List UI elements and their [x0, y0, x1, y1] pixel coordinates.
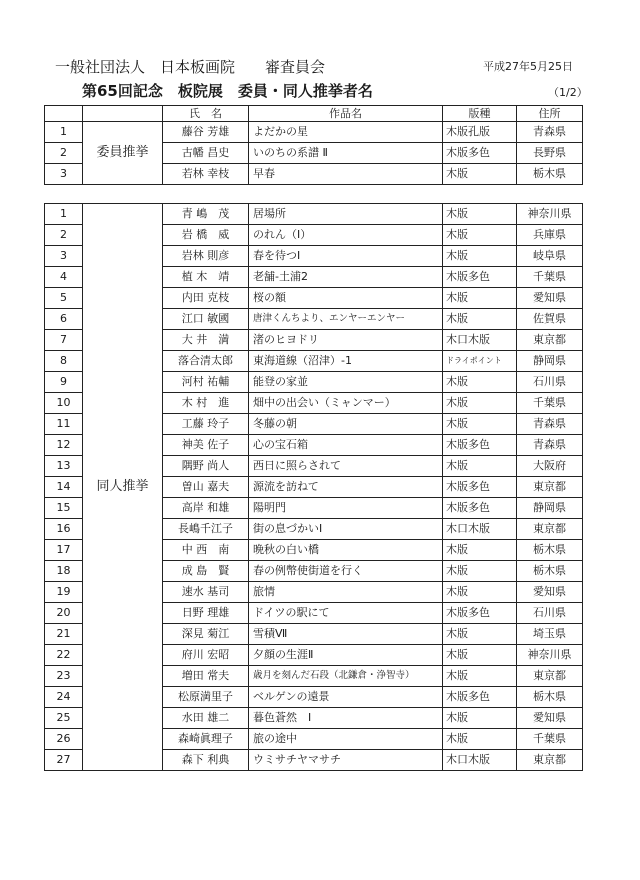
members-table [44, 203, 583, 771]
print-type: 木版 [443, 582, 517, 603]
work-title: ウミサチヤマサチ [249, 750, 443, 771]
work-title: 春を待つⅠ [249, 246, 443, 267]
print-type: 木版 [443, 288, 517, 309]
artist-name: 深見 菊江 [163, 624, 249, 645]
table-row [45, 122, 583, 143]
prefecture: 東京都 [517, 477, 583, 498]
table-row [45, 204, 583, 225]
print-type: 木版多色 [443, 143, 517, 164]
document-date: 平成27年5月25日 [483, 60, 573, 73]
prefecture: 青森県 [517, 122, 583, 143]
print-type: 木版 [443, 414, 517, 435]
artist-name: 木 村 進 [163, 393, 249, 414]
prefecture: 東京都 [517, 666, 583, 687]
row-number: 12 [45, 435, 83, 456]
work-title: 雪積Ⅶ [249, 624, 443, 645]
print-type: 木版孔版 [443, 122, 517, 143]
print-type: 木版 [443, 561, 517, 582]
prefecture: 愛知県 [517, 288, 583, 309]
artist-name: 隅野 尚人 [163, 456, 249, 477]
artist-name: 中 西 南 [163, 540, 249, 561]
artist-name: 速水 基司 [163, 582, 249, 603]
header-address: 住所 [517, 106, 583, 122]
print-type: 木版 [443, 624, 517, 645]
print-type: 木版 [443, 456, 517, 477]
print-type: 木版多色 [443, 435, 517, 456]
work-title: よだかの星 [249, 122, 443, 143]
artist-name: 河村 祐輔 [163, 372, 249, 393]
work-title: 東海道線（沼津）-1 [249, 351, 443, 372]
work-title: 源流を訪ねて [249, 477, 443, 498]
work-title: 唐津くんちより、エンヤーエンヤー [249, 309, 443, 330]
work-title: 春の例幣使街道を行く [249, 561, 443, 582]
print-type: 木版 [443, 309, 517, 330]
artist-name: 水田 雄二 [163, 708, 249, 729]
print-type: ドライポイント [443, 351, 517, 372]
artist-name: 曽山 嘉夫 [163, 477, 249, 498]
artist-name: 成 島 賢 [163, 561, 249, 582]
row-number: 8 [45, 351, 83, 372]
work-title: 暮色蒼然 Ⅰ [249, 708, 443, 729]
artist-name: 青 嶋 茂 [163, 204, 249, 225]
row-number: 18 [45, 561, 83, 582]
work-title: 渚のヒヨドリ [249, 330, 443, 351]
prefecture: 栃木県 [517, 164, 583, 185]
row-number: 23 [45, 666, 83, 687]
print-type: 木版 [443, 645, 517, 666]
category-label: 委員推挙 [83, 122, 163, 185]
artist-name: 増田 常夫 [163, 666, 249, 687]
header-blank-category [83, 106, 163, 122]
artist-name: 江口 敏國 [163, 309, 249, 330]
row-number: 27 [45, 750, 83, 771]
row-number: 15 [45, 498, 83, 519]
artist-name: 森下 利典 [163, 750, 249, 771]
print-type: 木版 [443, 246, 517, 267]
row-number: 25 [45, 708, 83, 729]
artist-name: 植 木 靖 [163, 267, 249, 288]
artist-name: 岩林 則彦 [163, 246, 249, 267]
prefecture: 千葉県 [517, 267, 583, 288]
prefecture: 大阪府 [517, 456, 583, 477]
work-title: 西日に照らされて [249, 456, 443, 477]
prefecture: 青森県 [517, 414, 583, 435]
prefecture: 東京都 [517, 330, 583, 351]
work-title: 居場所 [249, 204, 443, 225]
row-number: 14 [45, 477, 83, 498]
row-number: 19 [45, 582, 83, 603]
row-number: 3 [45, 164, 83, 185]
row-number: 2 [45, 143, 83, 164]
work-title: 早春 [249, 164, 443, 185]
work-title: 桜の額 [249, 288, 443, 309]
prefecture: 長野県 [517, 143, 583, 164]
print-type: 木版 [443, 708, 517, 729]
print-type: 木版 [443, 204, 517, 225]
print-type: 木版多色 [443, 603, 517, 624]
committee-table [44, 105, 583, 185]
prefecture: 愛知県 [517, 582, 583, 603]
prefecture: 静岡県 [517, 498, 583, 519]
print-type: 木口木版 [443, 750, 517, 771]
print-type: 木版 [443, 729, 517, 750]
print-type: 木版多色 [443, 477, 517, 498]
header-work: 作品名 [249, 106, 443, 122]
row-number: 5 [45, 288, 83, 309]
artist-name: 内田 克枝 [163, 288, 249, 309]
artist-name: 古幡 昌史 [163, 143, 249, 164]
work-title: ベルゲンの遠景 [249, 687, 443, 708]
artist-name: 長嶋千江子 [163, 519, 249, 540]
prefecture: 石川県 [517, 372, 583, 393]
row-number: 3 [45, 246, 83, 267]
page-number: （1/2） [548, 86, 588, 99]
prefecture: 埼玉県 [517, 624, 583, 645]
work-title: 畑中の出会い（ミャンマー） [249, 393, 443, 414]
work-title: 旅情 [249, 582, 443, 603]
artist-name: 日野 理雄 [163, 603, 249, 624]
prefecture: 栃木県 [517, 687, 583, 708]
work-title: 老舗-土浦2 [249, 267, 443, 288]
prefecture: 青森県 [517, 435, 583, 456]
prefecture: 千葉県 [517, 729, 583, 750]
row-number: 1 [45, 204, 83, 225]
prefecture: 石川県 [517, 603, 583, 624]
category-label: 同人推挙 [83, 204, 163, 771]
prefecture: 佐賀県 [517, 309, 583, 330]
row-number: 6 [45, 309, 83, 330]
prefecture: 東京都 [517, 519, 583, 540]
artist-name: 高岸 和雄 [163, 498, 249, 519]
row-number: 17 [45, 540, 83, 561]
artist-name: 神美 佐子 [163, 435, 249, 456]
row-number: 22 [45, 645, 83, 666]
work-title: 能登の家並 [249, 372, 443, 393]
artist-name: 藤谷 芳雄 [163, 122, 249, 143]
artist-name: 落合清太郎 [163, 351, 249, 372]
artist-name: 府川 宏昭 [163, 645, 249, 666]
print-type: 木版 [443, 540, 517, 561]
row-number: 24 [45, 687, 83, 708]
organization-name: 一般社団法人 日本板画院 審査員会 [55, 58, 326, 76]
row-number: 4 [45, 267, 83, 288]
row-number: 16 [45, 519, 83, 540]
print-type: 木版 [443, 372, 517, 393]
prefecture: 栃木県 [517, 561, 583, 582]
prefecture: 千葉県 [517, 393, 583, 414]
print-type: 木版多色 [443, 498, 517, 519]
print-type: 木版多色 [443, 687, 517, 708]
prefecture: 兵庫県 [517, 225, 583, 246]
prefecture: 東京都 [517, 750, 583, 771]
row-number: 1 [45, 122, 83, 143]
artist-name: 岩 橋 威 [163, 225, 249, 246]
work-title: ドイツの駅にて [249, 603, 443, 624]
print-type: 木口木版 [443, 519, 517, 540]
prefecture: 愛知県 [517, 708, 583, 729]
table-header-row [45, 106, 583, 122]
prefecture: 静岡県 [517, 351, 583, 372]
print-type: 木版 [443, 393, 517, 414]
work-title: 街の息づかいⅠ [249, 519, 443, 540]
row-number: 11 [45, 414, 83, 435]
artist-name: 若林 幸枝 [163, 164, 249, 185]
header-print-type: 版種 [443, 106, 517, 122]
work-title: いのちの系譜 Ⅱ [249, 143, 443, 164]
row-number: 7 [45, 330, 83, 351]
document-title: 第65回記念 板院展 委員・同人推挙者名 [82, 82, 373, 100]
work-title: 晩秋の白い橋 [249, 540, 443, 561]
work-title: 心の宝石箱 [249, 435, 443, 456]
row-number: 10 [45, 393, 83, 414]
prefecture: 神奈川県 [517, 204, 583, 225]
print-type: 木版 [443, 164, 517, 185]
row-number: 26 [45, 729, 83, 750]
artist-name: 大 井 満 [163, 330, 249, 351]
prefecture: 岐阜県 [517, 246, 583, 267]
row-number: 13 [45, 456, 83, 477]
prefecture: 神奈川県 [517, 645, 583, 666]
artist-name: 森崎眞理子 [163, 729, 249, 750]
print-type: 木版 [443, 225, 517, 246]
print-type: 木版 [443, 666, 517, 687]
work-title: 夕顔の生涯Ⅱ [249, 645, 443, 666]
row-number: 9 [45, 372, 83, 393]
row-number: 2 [45, 225, 83, 246]
print-type: 木版多色 [443, 267, 517, 288]
row-number: 21 [45, 624, 83, 645]
work-title: 陽明門 [249, 498, 443, 519]
header-blank-no [45, 106, 83, 122]
header-name: 氏 名 [163, 106, 249, 122]
artist-name: 松原満里子 [163, 687, 249, 708]
print-type: 木口木版 [443, 330, 517, 351]
work-title: 歳月を刻んだ石段（北鎌倉・浄智寺） [249, 666, 443, 687]
work-title: 冬藤の朝 [249, 414, 443, 435]
prefecture: 栃木県 [517, 540, 583, 561]
work-title: のれん（Ⅰ） [249, 225, 443, 246]
row-number: 20 [45, 603, 83, 624]
artist-name: 工藤 玲子 [163, 414, 249, 435]
work-title: 旅の途中 [249, 729, 443, 750]
